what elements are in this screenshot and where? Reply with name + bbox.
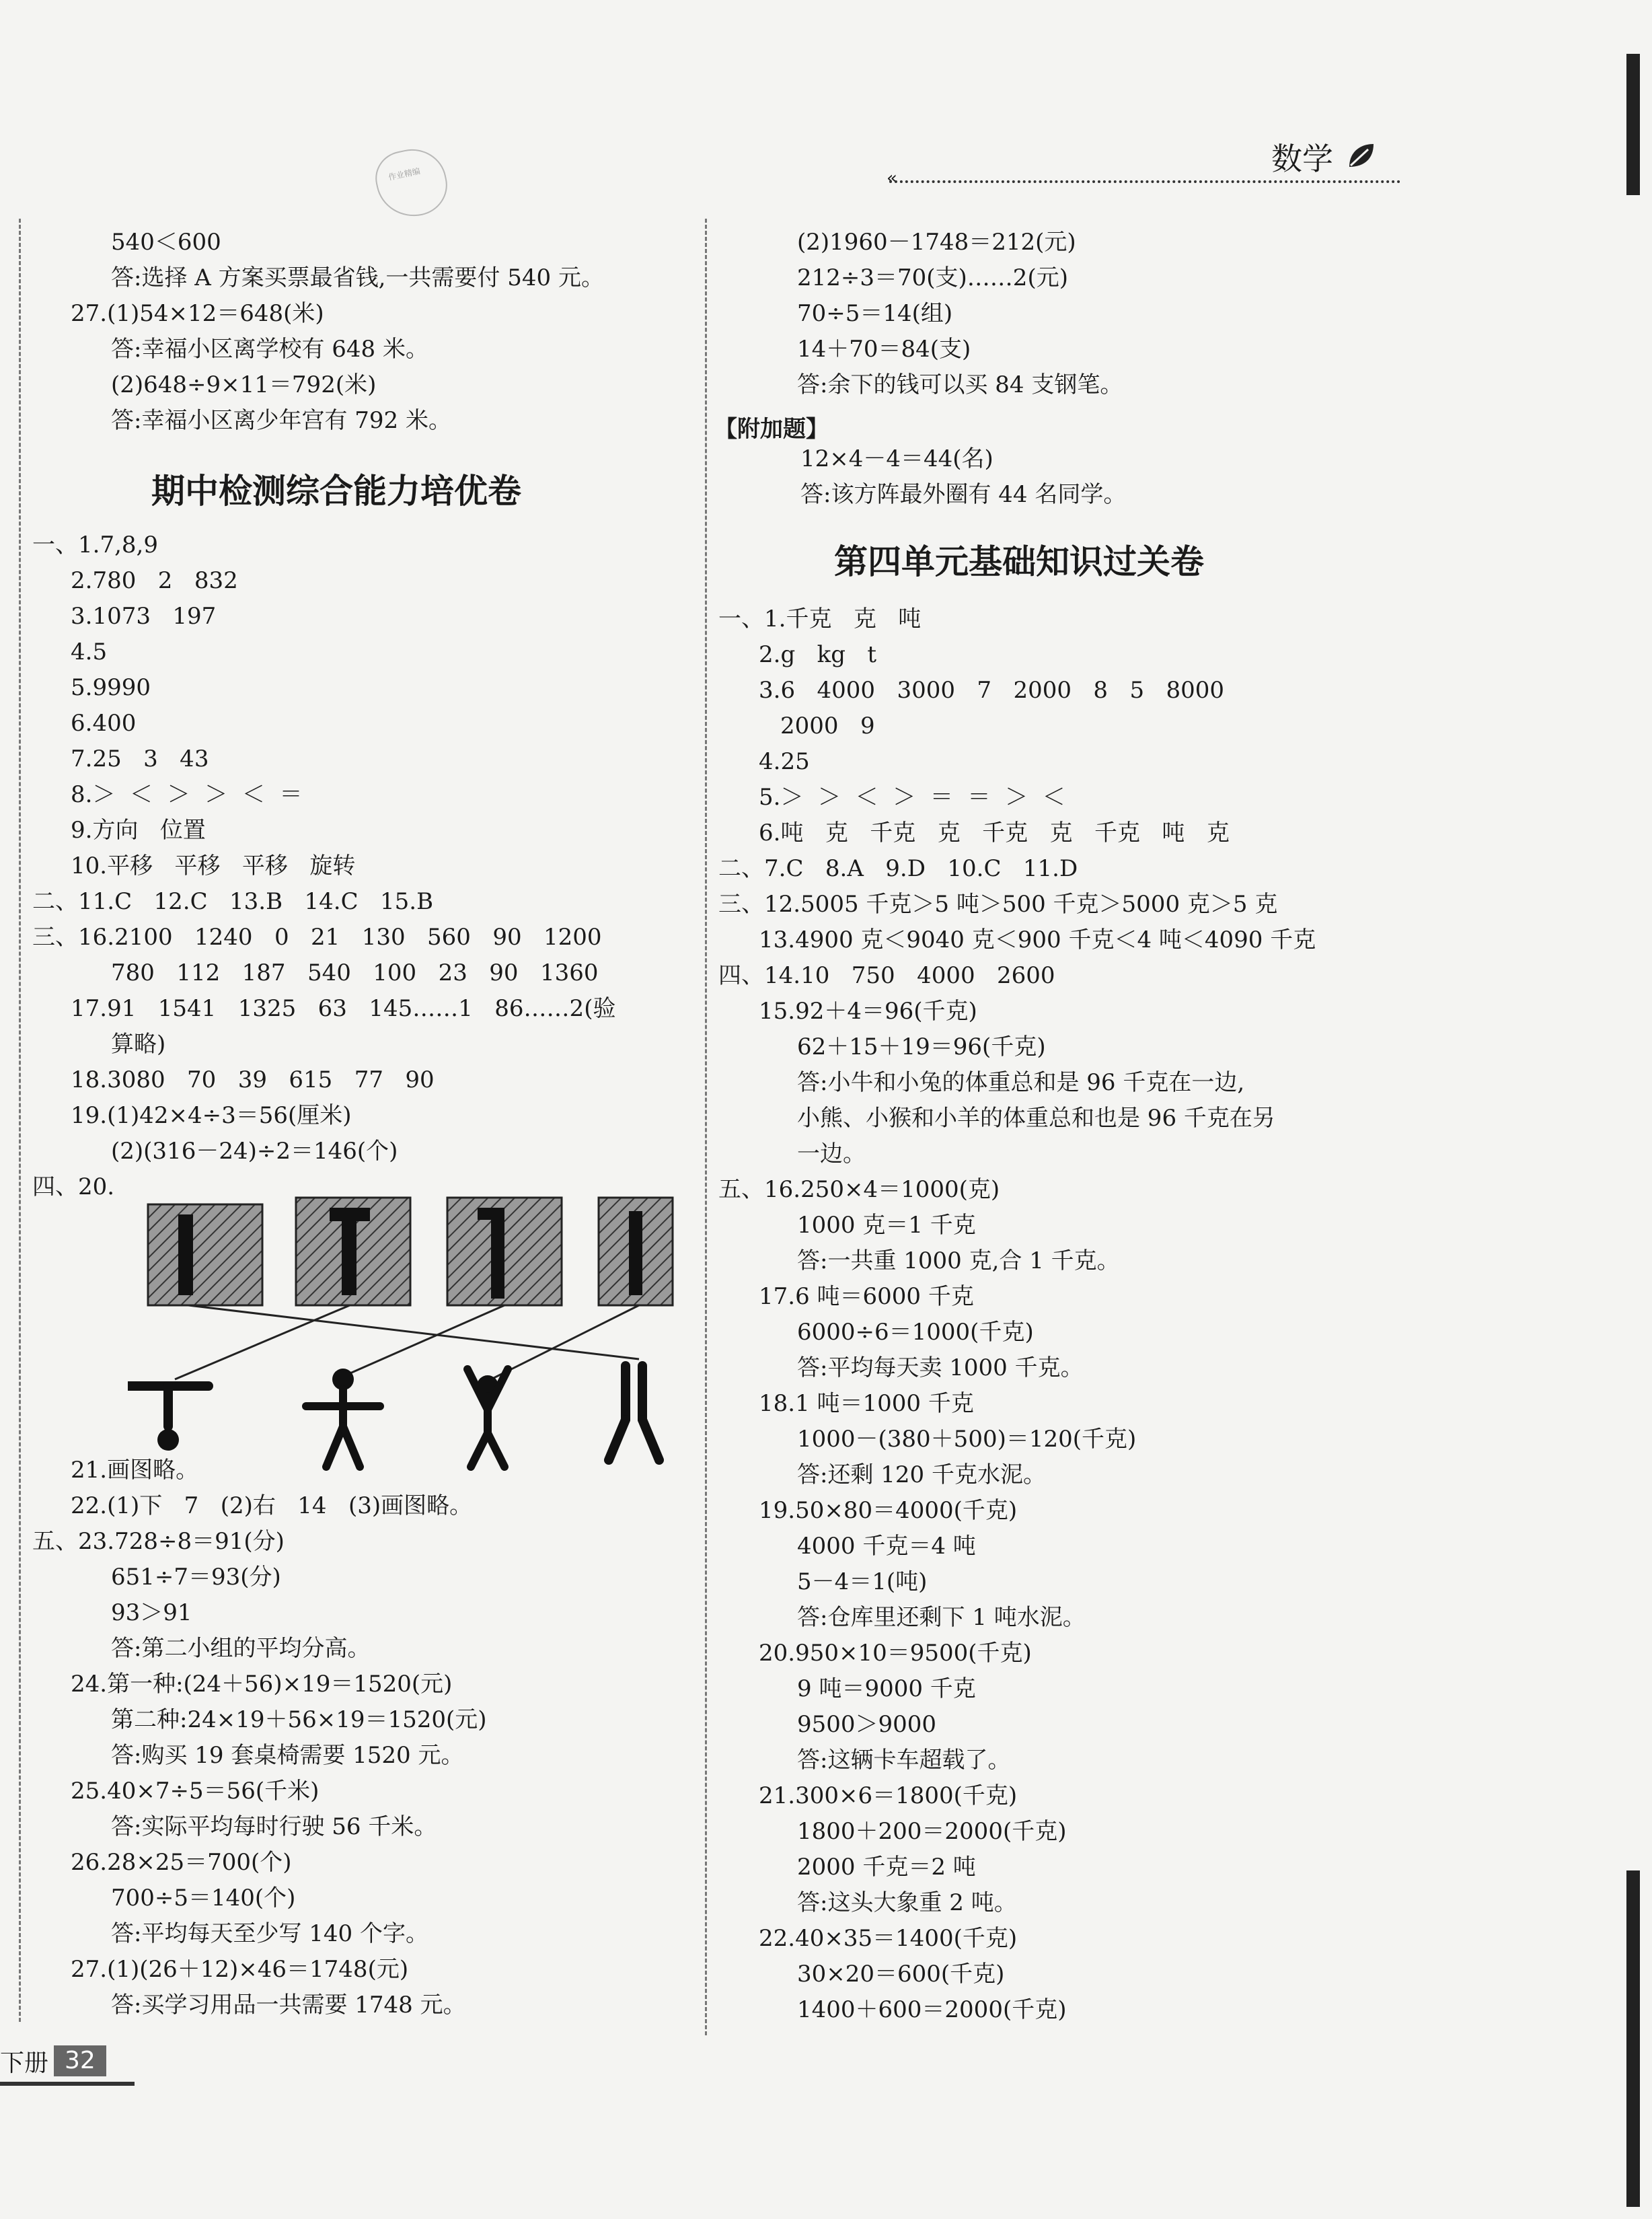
- answer-line: 19.50×80＝4000(千克): [759, 1497, 1018, 1524]
- answer-line: 答:这辆卡车超载了。: [797, 1747, 1011, 1774]
- answer-line: 18.1 吨＝1000 千克: [759, 1390, 974, 1417]
- answer-line: (2)(316－24)÷2＝146(个): [111, 1138, 398, 1165]
- question-20-figure: [128, 1184, 679, 1494]
- answer-line: 二、7.C 8.A 9.D 10.C 11.D: [718, 855, 1078, 882]
- shadow-card-4: [599, 1198, 673, 1305]
- header-arrows: «: [887, 168, 897, 188]
- answer-line: 212÷3＝70(支)……2(元): [797, 264, 1068, 291]
- answer-line: 27.(1)(26＋12)×46＝1748(元): [71, 1956, 409, 1983]
- answer-line: 答:幸福小区离少年宫有 792 米。: [111, 407, 451, 434]
- answer-line: 答:该方阵最外圈有 44 名同学。: [800, 481, 1127, 508]
- answer-line: 4.5: [71, 639, 108, 665]
- header-divider: [889, 180, 1400, 183]
- answer-line: 三、12.5005 千克＞5 吨＞500 千克＞5000 克＞5 克: [718, 891, 1278, 918]
- answer-line: 答:仓库里还剩下 1 吨水泥。: [797, 1604, 1086, 1631]
- answer-line: 答:平均每天卖 1000 千克。: [797, 1354, 1084, 1381]
- answer-line: 26.28×25＝700(个): [71, 1849, 292, 1876]
- page-footer-badge: [0, 2044, 106, 2078]
- column-divider: [705, 219, 707, 2035]
- leaf-icon: [1345, 140, 1376, 171]
- answer-line: 4000 千克＝4 吨: [797, 1533, 976, 1560]
- answer-line: (2)648÷9×11＝792(米): [111, 371, 377, 398]
- figure-arms-out: [306, 1369, 380, 1467]
- answer-line: 27.(1)54×12＝648(米): [71, 300, 324, 327]
- answer-line: 1800＋200＝2000(千克): [797, 1818, 1067, 1845]
- answer-line: 5－4＝1(吨): [797, 1568, 928, 1595]
- answer-line: 18.3080 70 39 615 77 90: [71, 1066, 435, 1093]
- left-margin-line: [19, 219, 21, 2022]
- answer-line: 答:还剩 120 千克水泥。: [797, 1461, 1046, 1488]
- answer-line: 2000 9: [780, 713, 875, 739]
- answer-line: 540＜600: [111, 229, 221, 256]
- answer-line: 答:购买 19 套桌椅需要 1520 元。: [111, 1742, 464, 1769]
- shadow-card-3: [447, 1198, 562, 1305]
- answer-line: 19.(1)42×4÷3＝56(厘米): [71, 1102, 352, 1129]
- answer-line: 24.第一种:(24＋56)×19＝1520(元): [71, 1671, 453, 1698]
- answer-line: 8.＞ ＜ ＞ ＞ ＜ ＝: [71, 781, 303, 808]
- answer-line: 算略): [111, 1031, 166, 1058]
- answer-line: 21.画图略。: [71, 1457, 199, 1484]
- midterm-section-title: 期中检测综合能力培优卷: [151, 472, 521, 511]
- answer-line: 答:实际平均每时行驶 56 千米。: [111, 1813, 437, 1840]
- answer-line: 答:一共重 1000 克,合 1 千克。: [797, 1247, 1120, 1274]
- answer-line: 700÷5＝140(个): [111, 1885, 296, 1912]
- answer-line: 2.780 2 832: [71, 567, 238, 594]
- answer-line: 第二种:24×19＋56×19＝1520(元): [111, 1706, 487, 1733]
- answer-line: 答:幸福小区离学校有 648 米。: [111, 336, 428, 363]
- answer-line: 2.g kg t: [759, 641, 877, 668]
- answer-line: 一、1.7,8,9: [32, 532, 158, 558]
- answer-line: 15.92＋4＝96(千克): [759, 998, 977, 1025]
- answer-line: 13.4900 克＜9040 克＜900 千克＜4 吨＜4090 千克: [759, 926, 1316, 953]
- answer-line: 答:小牛和小兔的体重总和是 96 千克在一边,: [797, 1069, 1245, 1096]
- answer-line: 30×20＝600(千克): [797, 1961, 1005, 1988]
- answer-line: 20.950×10＝9500(千克): [759, 1640, 1032, 1667]
- answer-line: 五、16.250×4＝1000(克): [718, 1176, 1000, 1203]
- answer-line: 6000÷6＝1000(千克): [797, 1319, 1034, 1346]
- answer-line: 7.25 3 43: [71, 745, 209, 772]
- answer-line: 3.6 4000 3000 7 2000 8 5 8000: [759, 677, 1225, 704]
- answer-line: 四、14.10 750 4000 2600: [718, 962, 1055, 989]
- answer-line: 一、1.千克 克 吨: [718, 606, 922, 632]
- answer-line: 17.6 吨＝6000 千克: [759, 1283, 974, 1310]
- answer-line: 答:第二小组的平均分高。: [111, 1635, 371, 1662]
- answer-line: 6.吨 克 千克 克 千克 克 千克 吨 克: [759, 820, 1230, 846]
- volume-label: 下册: [0, 2049, 49, 2077]
- edge-mark-bottom: [1626, 1870, 1640, 2207]
- answer-line: 三、16.2100 1240 0 21 130 560 90 1200: [32, 924, 602, 951]
- answer-line: 9500＞9000: [797, 1711, 937, 1738]
- answer-line: 62＋15＋19＝96(千克): [797, 1033, 1046, 1060]
- answer-line: 9 吨＝9000 千克: [797, 1675, 976, 1702]
- answer-line: 答:选择 A 方案买票最省钱,一共需要付 540 元。: [111, 264, 604, 291]
- answer-line: (2)1960－1748＝212(元): [797, 229, 1076, 256]
- answer-line: 一边。: [797, 1140, 866, 1167]
- unit4-section-title: 第四单元基础知识过关卷: [834, 542, 1204, 581]
- match-line-2: [175, 1305, 350, 1379]
- answer-line: 14＋70＝84(支): [797, 336, 971, 363]
- shadow-card-1: [148, 1204, 262, 1305]
- answer-line: 22.(1)下 7 (2)右 14 (3)画图略。: [71, 1492, 473, 1519]
- match-line-3: [336, 1305, 504, 1379]
- answer-line: 4.25: [759, 748, 810, 775]
- answer-line: 1000 克＝1 千克: [797, 1212, 976, 1239]
- answer-line: 答:余下的钱可以买 84 支钢笔。: [797, 371, 1123, 398]
- answer-line: 6.400: [71, 710, 137, 737]
- bonus-label: 【附加题】: [714, 416, 829, 443]
- answer-line: 12×4－4＝44(名): [800, 445, 993, 472]
- answer-line: 70÷5＝14(组): [797, 300, 953, 327]
- answer-line: 3.1073 197: [71, 603, 217, 630]
- answer-line: 2000 千克＝2 吨: [797, 1854, 976, 1881]
- answer-line: 四、20.: [32, 1173, 115, 1200]
- figure-arms-up: [467, 1369, 508, 1467]
- answer-line: 1000－(380＋500)＝120(千克): [797, 1426, 1137, 1453]
- answer-line: 答:这头大象重 2 吨。: [797, 1889, 1017, 1916]
- answer-line: 25.40×7÷5＝56(千米): [71, 1778, 320, 1805]
- answer-line: 17.91 1541 1325 63 145……1 86……2(验: [71, 995, 616, 1022]
- answer-line: 21.300×6＝1800(千克): [759, 1782, 1018, 1809]
- answer-line: 5.9990: [71, 674, 151, 701]
- answer-line: 五、23.728÷8＝91(分): [32, 1528, 285, 1555]
- match-line-4: [491, 1305, 639, 1379]
- footer-rule: [0, 2082, 135, 2086]
- answer-line: 答:平均每天至少写 140 个字。: [111, 1920, 428, 1947]
- answer-line: 10.平移 平移 平移 旋转: [71, 852, 356, 879]
- answer-line: 二、11.C 12.C 13.B 14.C 15.B: [32, 888, 434, 915]
- match-line-1: [188, 1305, 639, 1359]
- shadow-card-2: [296, 1198, 410, 1305]
- answer-line: 9.方向 位置: [71, 817, 206, 844]
- answer-line: 小熊、小猴和小羊的体重总和也是 96 千克在另: [797, 1105, 1275, 1132]
- answer-line: 651÷7＝93(分): [111, 1564, 281, 1591]
- stamp-seal: 作业精编: [371, 143, 453, 223]
- answer-line: 93＞91: [111, 1599, 192, 1626]
- page-number: 32: [54, 2045, 106, 2076]
- answer-line: 22.40×35＝1400(千克): [759, 1925, 1018, 1952]
- subject-title: 数学: [1271, 141, 1333, 177]
- answer-line: 答:买学习用品一共需要 1748 元。: [111, 1992, 466, 2018]
- answer-line: 1400＋600＝2000(千克): [797, 1996, 1067, 2023]
- answer-line: 5.＞ ＞ ＜ ＞ ＝ ＝ ＞ ＜: [759, 784, 1065, 811]
- answer-line: 780 112 187 540 100 23 90 1360: [111, 959, 599, 986]
- figure-kneeling: [609, 1366, 659, 1460]
- edge-mark-top: [1626, 54, 1640, 195]
- figure-handstand: [128, 1386, 209, 1451]
